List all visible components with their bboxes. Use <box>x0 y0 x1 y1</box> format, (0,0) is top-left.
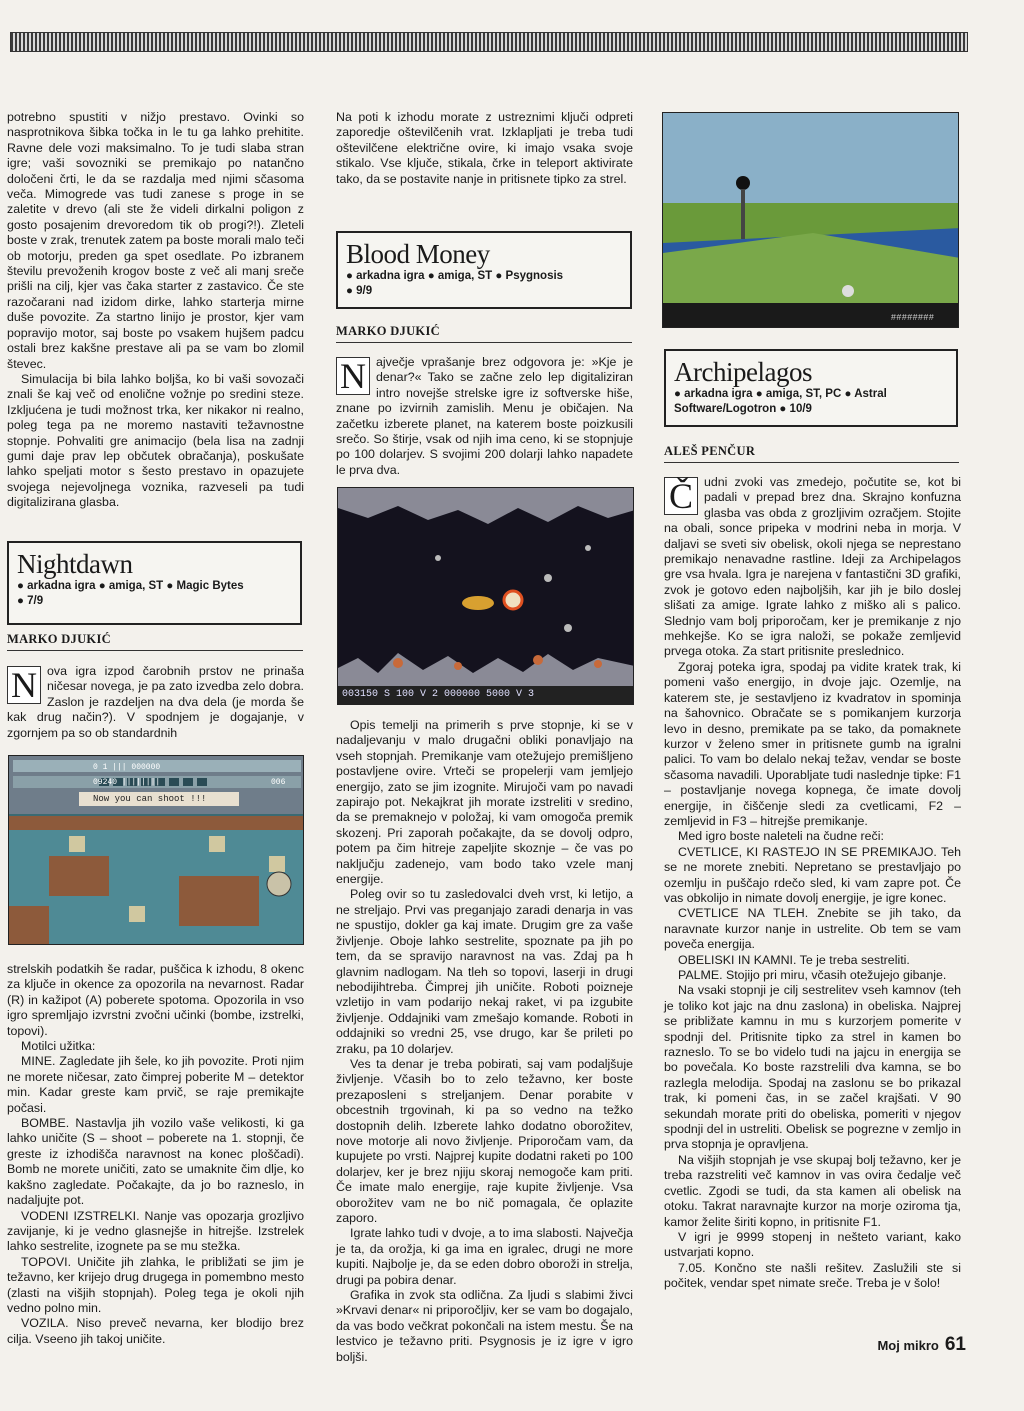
paragraph: 7.05. Končno ste našli rešitev. Zaslužili ste si počitek, vendar spet nimate sreče. Treba je v šolo! <box>664 1260 961 1291</box>
paragraph: Poleg ovir so tu zasledovalci dveh vrst, ki letijo, a ne streljajo. Prvi vas preganjajo zaradi denarja in vas ne spustijo, dokler ga kaj imate. Drugim gre za vaše življenje. Oboje lahko sestrelite, spoznate pa jih po tem, da se spravijo naravnost na vas. Zdaj pa h glavnim nadlogam. Na tleh so topovi, laserji in drugi nebodijihtreba. Čimprej jih uničite. Roboti poizneje vzletijo in vam podarijo nekaj raket, vi pa izgubite življenje. Oddajniki vam zmešajo komande. Roboti in oddajniki so vredni 25, vse drugo, kar še prileti po zraku, pa 10 dolarjev. <box>336 887 633 1056</box>
byline: MARKO DJUKIĆ <box>7 632 111 646</box>
paragraph: TOPOVI. Uničite jih zlahka, le približati se jim je težavno, ker krijejo drug drugega in pomembno mesto (zlasti na višjih stopnjah). Poleg tega je okoli njih vedno polno min. <box>7 1254 304 1315</box>
review-info: ● arkadna igra ● amiga, ST ● Psygnosis <box>346 270 564 282</box>
paragraph: Na poti k izhodu morate z ustreznimi ključi odpreti zaporedje oštevilčenih vrat. Izklapljati je treba tudi oštevilčene električne ovire, ki imajo vsaka svoje stikalo. Vse ključe, stikala, črke in teleport aktivirate tako, da se postavite nanje in pritisnete tipko za strel. <box>336 110 633 186</box>
byline: ALEŠ PENČUR <box>664 444 756 458</box>
review-info: ● arkadna igra ● amiga, ST ● Magic Bytes <box>17 580 244 592</box>
dropcap: Č <box>664 477 698 515</box>
divider <box>336 342 632 343</box>
blood-money-body <box>336 718 633 1365</box>
paragraph: Opis temelji na primerih s prve stopnje, ki se v nadaljevanju v malo drugačni obliki ponavljajo na vseh stopnjah. Premikanje vam otežujejo premišljeno postavljene ovire. Vrteči se propelerji vam jemljejo energijo, zato se jim izognite. Mirujoči vam po navadi zapirajo pot. Nekajkrat jih morate izstreliti v sredino, da se premaknejo v položaj, ki vam omogoča premik skozenj. Pri zaporah počakajte, da se dovolj odpro, potem pa čim hitreje zapeljite skoznje – če vas po naključju zadenejo, vam bodo tako vzele manj energije. <box>336 718 633 887</box>
page-footer <box>877 1334 966 1356</box>
paragraph: ova igra izpod čarobnih prstov ne prinaša ničesar novega, je pa zato izvedba zelo dobra. Zaslon je razdeljen na dva dela (je morda še kak drug način?). V spodnjem je dogajanje, v zgornjem pa so ob standardnih <box>7 664 304 740</box>
blood-money-screenshot <box>337 487 634 705</box>
nightdawn-body <box>7 962 304 1347</box>
hud-counter: 09240 |||||||| <box>93 778 161 787</box>
paragraph: strelskih podatkih še radar, puščica k izhodu, 8 okenc za ključe in okence za opozorila na nevarnost. Radar (R) in kažipot (A) poberete spotoma. Opozorila in vso igro spremljajo izvrstni zvočni učinki (bombe, izstrelki, topovi). <box>7 962 304 1038</box>
review-title: Archipelagos <box>674 357 812 387</box>
paragraph: VOZILA. Niso preveč nevarna, ker blodijo brez cilja. Vseeno jih takoj uničite. <box>7 1316 304 1346</box>
review-rating: ● 7/9 <box>17 595 44 607</box>
paragraph: BOMBE. Nastavlja jih vozilo vaše velikosti, ki ga lahko uničite (S – shoot – poberete na 1. stopnji, če greste iz izhodišča naravnost na konec ploščadi). Bomb ne morete uničiti, zato se umaknite čim dlje, ko kakšno zagledate. Počakajte, da jo bo razneslo, in nadaljujte pot. <box>7 1116 304 1208</box>
paragraph: ajvečje vprašanje brez odgovora je: »Kje je denar?« Tako se začne zelo lep digitaliziran intro novejše strelske igre iz softverske hiše, znane po izvirnih zamislih. Menu je običajen. Na začetku izberete planet, na katerem boste poizkusili srečo. So štirje, vsak od njih ima ceno, ki se stopnjuje po 100 dolarjev. S svojimi 200 dolarji lahko napadete le prva dva. <box>336 355 633 477</box>
divider <box>664 462 959 463</box>
blood-money-intro <box>336 355 633 478</box>
blood-money-scene <box>338 488 634 705</box>
hud-score: 0 1 ||| 000000 <box>93 763 161 772</box>
review-title: Nightdawn <box>17 549 133 579</box>
paragraph: Simulacija bi bila lahko boljša, ko bi vaši sovozači znali še kaj več od enolične vožnje po sredini steze. Izkljućena je tudi možnost trka, ker nikakor ni realno, poleg tega pa ne moremo nastaviti težavnostne stopnje. Pohvaliti gre animacijo (bela lisa na zadnji gumi daje prav lep občutek obračanja), poskušate lahko speljati motor s šesto prestavo in opazujete svojega nejevoljnega voznika, razveseli pa tudi digitalizirana glasba. <box>7 371 304 510</box>
hud-message: Now you can shoot !!! <box>93 794 207 804</box>
paragraph: potrebno spustiti v nižjo prestavo. Ovinki so nasprotnikova šibka točka in le tu ga lahko prehitite. Ravne dele vozi maksimalno. To je tudi slaba stran igre; vaši sovozniki se premikajo po natančno določeni črti, le da se razdalja med njimi sčasoma veča. Mimogrede vas tudi zanese s proge in se zaletite v drevo (ali ste že videli dirkalni poligon z gosto posajenim drevoredom tik ob progi?!). Zleteli boste v zrak, trenutek zatem pa boste morali malo teči ob motorju, preden ga spet osedlate. Po izbranem številu prevoženih krogov boste z več ali manj sreče prišli na cilj, kjer vas čaka starter z zastavico. Če ste razočarani nad izidom dirke, lahko starterja mirne duše povozite. Za startno linijo je prostor, kjer vam popravijo motor, saj boste po vsakem hujšem padcu ostali brez kakšne prestave ali pa se vam bo zlomil števec. <box>7 110 304 371</box>
byline: MARKO DJUKIĆ <box>336 324 440 338</box>
dropcap: N <box>336 357 370 395</box>
column-2-top <box>336 110 633 187</box>
magazine-name: Moj mikro <box>877 1338 939 1353</box>
header-bar <box>10 32 968 52</box>
paragraph: VODENI IZSTRELKI. Nanje vas opozarja grozljivo zavijanje, ki je vedno glasnejše in hitrejše. Izstrelek lahko sestrelite, izognete pa se mu stežka. <box>7 1208 304 1254</box>
paragraph: Na vsaki stopnji je cilj sestrelitev vseh kamnov (teh je toliko kot jajc na dnu zaslona) in obeliska. Najprej se približate kamnu in mu s kurzorjem pomerite v spodnji del. Pritisnite tipko za strel in kamen bo razneslo. To se bo videlo tudi na jajcu in energija se bo povečala. Ko boste razstrelili dva kamna, se bo razlegla melodija. Spodaj na zaslonu se bo prikazal trak, ki pomeni čas, in se začel krajšati. V 90 sekundah morate priti do obeliska, pomeriti v njegov spodnji del in ustreliti. Obelisk se pogrezne v zemljo in prva stopnja je opravljena. <box>664 983 961 1152</box>
paragraph: PALME. Stojijo pri miru, včasih otežujejo gibanje. <box>678 968 947 982</box>
paragraph: V igri je 9999 stopenj in nešteto variant, kako ustvarjati kopno. <box>664 1229 961 1260</box>
paragraph: CVETLICE, KI RASTEJO IN SE PREMIKAJO. Teh se ne morete znebiti. Nepretano se prestavljajo po ozemlju in puščajo rdečo sled, ki vam zapre pot. Če vas obkolijo in nimate dovolj energije, je igre konec. <box>664 844 961 905</box>
paragraph: Grafika in zvok sta odlična. Za ljudi s slabimi živci »Krvavi denar« ni priporočljiv, ker se vam bo dogajalo, da vas bodo večkrat pokončali na istem mestu. Še na lestvico je težavno priti. Psygnosis je iz igre v igro boljši. <box>336 1288 633 1364</box>
dropcap: N <box>7 666 41 704</box>
divider <box>7 650 303 651</box>
archipelagos-body <box>664 475 961 1292</box>
paragraph: OBELISKI IN KAMNI. Te je treba sestreliti. <box>678 952 910 967</box>
nightdawn-screenshot <box>8 755 304 945</box>
review-rating: ● 9/9 <box>346 285 373 297</box>
page-number: 61 <box>944 1334 966 1355</box>
review-title: Blood Money <box>346 239 490 269</box>
review-header-nightdawn <box>7 541 302 625</box>
paragraph: Zgoraj poteka igra, spodaj pa vidite kratek trak, ki pomeni vašo energijo, in dvoje jajc. Ozemlje, na katerem ste, je sestavljeno iz kvadratov in spominja na šahovnico. Obračate se s pomikanjem kurzorja levo in desno, premikate pa se tako, da pomaknete kurzor v želeno smer in pritisnete gumb na igralni palici. To vam bo delalo nekaj težav, vendar se boste sčasoma navadili. Uporabljate tudi naslednje tipke: F1 – postavljanje novega kopnega, če imate dovolj energije, in čiščenje sledi za cvetlicami, F2 – zemljevid in F3 – hitrejše premikanje. <box>664 659 961 828</box>
nightdawn-intro <box>7 664 304 741</box>
paragraph: udni zvoki vas zmedejo, počutite se, kot bi padali v prepad brez dna. Skrajno konfuzna glasba vas obda z grozljivim ozračjem. Stojite na obali, sonce pripeka v modrini neba in morja. V daljavi se sveti siv obelisk, okoli njega se neprestano premikajo nenavadne rastline. Ideji za Archipelagos gre vsa hvala. Igra je narejena v fantastični 3D grafiki, zvok je gotovo eden najboljših, kar jih je bilo doslej slišati za amige. Igrate lahko z miško ali s palico. Slednjo vam bolj priporočam, ker je premikanje z njo mehkejše. Ko se igra naloži, se pokaže zemljevid prvega otoka. Za start pritisnite preslednico. <box>664 475 961 659</box>
review-header-archipelagos <box>664 349 958 427</box>
paragraph: Igrate lahko tudi v dvoje, a to ima slabosti. Največja je ta, da orožja, ki ga ima en igralec, drugi ne more kupiti. Najbolje je, da se eden dobro oboroži in strelja, drugi pa pobira denar. <box>336 1226 633 1287</box>
review-rating: Software/Logotron ● 10/9 <box>674 403 812 415</box>
hud-bar: 003150 S 100 V 2 000000 5000 V 3 <box>342 689 535 700</box>
archipelagos-scene <box>663 113 959 328</box>
paragraph: Ves ta denar je treba pobirati, saj vam podaljšuje življenje. Včasih bo to zelo težavno, ker boste prezaposleni s streljanjem. Denar porabite v obcestnih trgovinah, ki pa so vedno na težko dostopnih delih. Izberete lahko dodatno oborožitev, nove motorje ali novo življenje. Priporočam vam, da kupujete po vrsti. Najprej kupite dodatni raketi po 100 dolarjev, ker je brez njiju skoraj nemogoče kam priti. Če imate malo energije, raje kupite življenje. Vsa oborožitev vam ne bo nič pomagala, če oplazite zaporo. <box>336 1056 633 1225</box>
hud-eggs: ######## <box>890 313 934 323</box>
review-info: ● arkadna igra ● amiga, ST, PC ● Astral <box>674 388 887 400</box>
archipelagos-screenshot <box>662 112 959 328</box>
paragraph: Med igro boste naleteli na čudne reči: <box>678 829 884 844</box>
hud-lives: 006 <box>271 778 286 787</box>
paragraph: MINE. Zagledate jih šele, ko jih povozite. Proti njim ne morete ničesar, zato čimprej poberite M – detektor min. Kadar greste kam prvič, se raje premikajte počasi. <box>7 1054 304 1115</box>
column-1-top <box>7 110 304 511</box>
paragraph: Na višjih stopnjah je vse skupaj bolj težavno, ker je treba razstreliti več kamnov in vas ovira čedalje več cvetlic. Zgodi se tudi, da sta kamen ali obelisk na otoku. Takrat naravnajte kurzor na morje oziroma tja, kamor želite širiti kopno, in pritisnite F1. <box>664 1152 961 1229</box>
paragraph: Motilci užitka: <box>21 1039 96 1054</box>
review-header-blood-money <box>336 231 632 309</box>
paragraph: CVETLICE NA TLEH. Znebite se jih tako, da naravnate kurzor nanje in ustrelite. Ob tem se vam poveča energija. <box>664 906 961 952</box>
